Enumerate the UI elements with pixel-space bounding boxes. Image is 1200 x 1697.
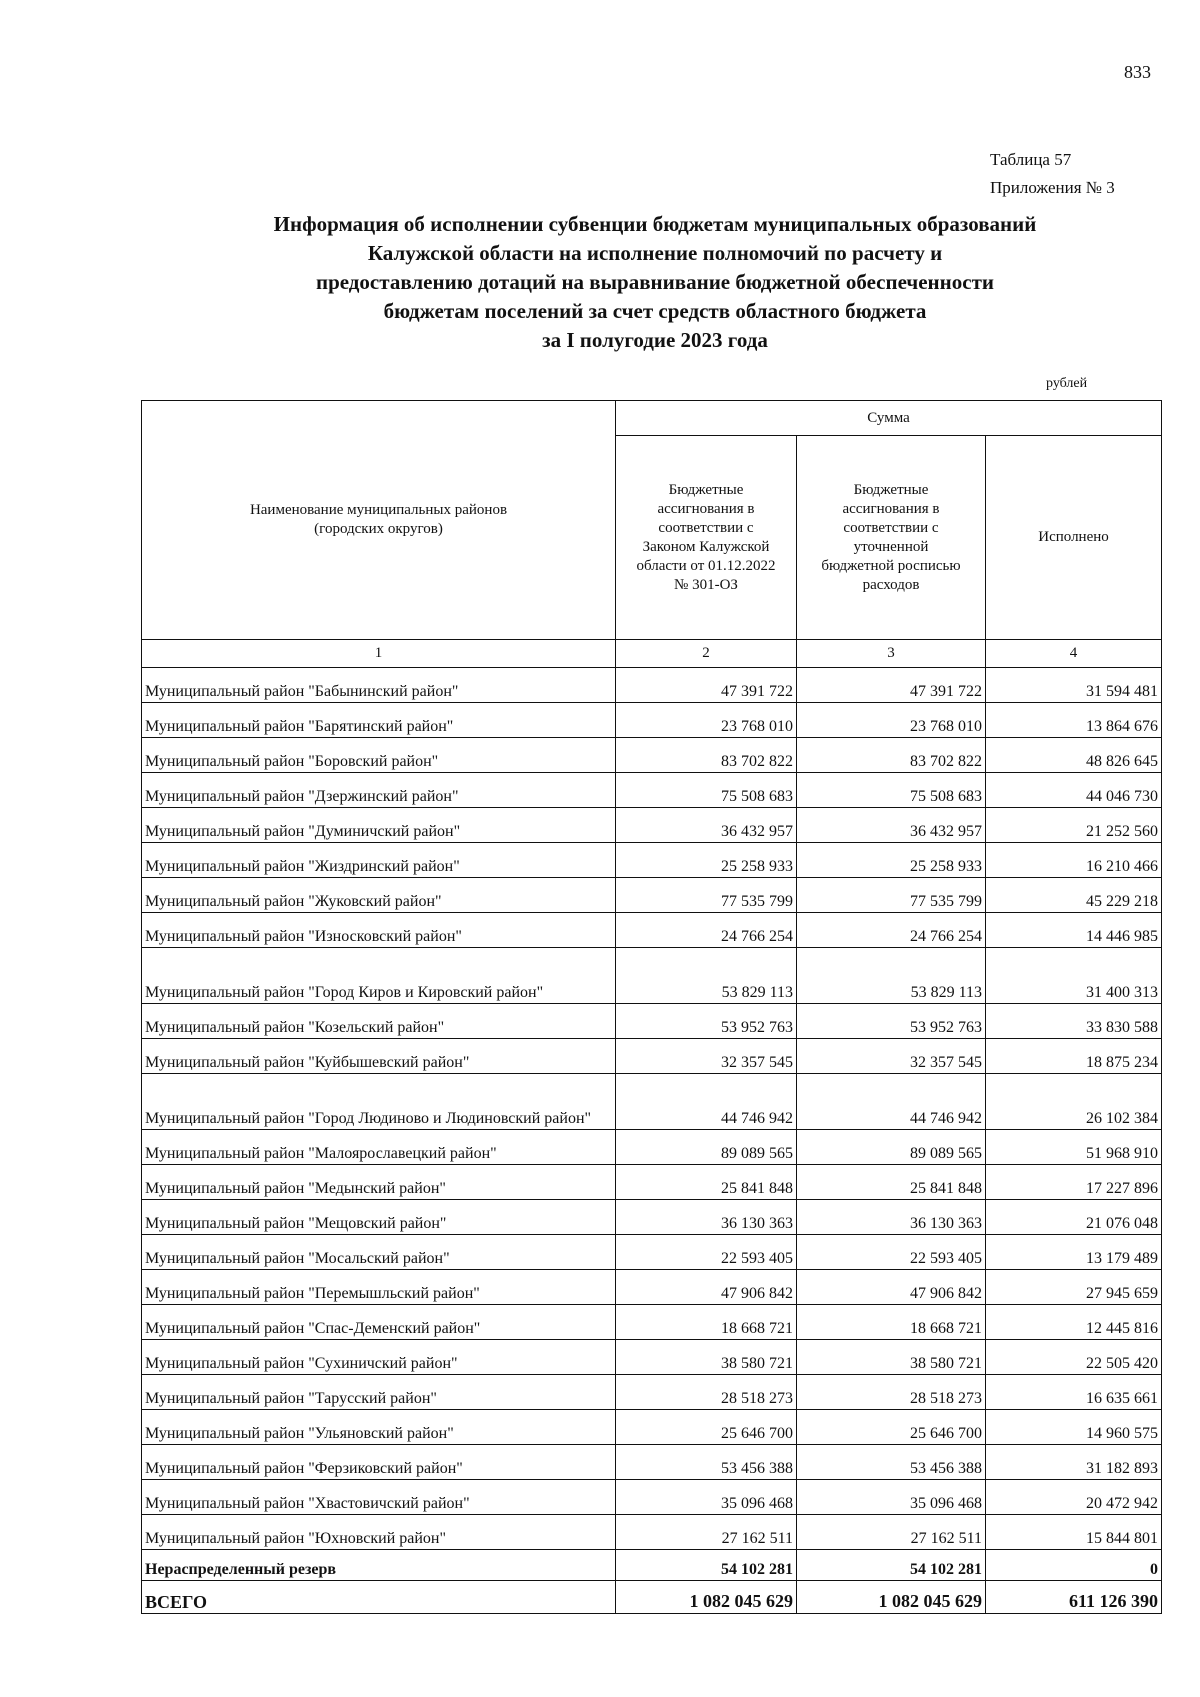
table-row [142,1039,1162,1074]
refined-allocation: 89 089 565 [797,1130,986,1165]
law-allocation: 54 102 281 [616,1550,797,1581]
executed-amount: 21 252 560 [986,808,1162,843]
executed-amount: 33 830 588 [986,1004,1162,1039]
title-line: Калужской области на исполнение полномочий по расчету и [367,241,943,265]
table-row [142,1340,1162,1375]
law-allocation: 18 668 721 [616,1305,797,1340]
executed-amount: 48 826 645 [986,738,1162,773]
header-text: соответствии с [658,519,754,536]
subvention-table [141,400,1162,1614]
executed-amount: 14 446 985 [986,913,1162,948]
table-row [142,878,1162,913]
header-executed: Исполнено [986,436,1162,640]
district-name: Муниципальный район "Город Киров и Кировский район" [142,948,616,1004]
law-allocation: 38 580 721 [616,1340,797,1375]
column-number: 4 [986,640,1162,668]
law-allocation: 53 952 763 [616,1004,797,1039]
district-name: Муниципальный район "Город Людиново и Людиновский район" [142,1074,616,1130]
refined-allocation: 53 952 763 [797,1004,986,1039]
law-allocation: 24 766 254 [616,913,797,948]
executed-amount: 13 179 489 [986,1235,1162,1270]
header-text: Бюджетные [853,481,929,498]
district-name: Муниципальный район "Дзержинский район" [142,773,616,808]
table-row [142,1410,1162,1445]
district-name: Муниципальный район "Ульяновский район" [142,1410,616,1445]
table-row [142,1074,1162,1130]
header-law-allocations [616,436,797,640]
reserve-name: Нераспределенный резерв [142,1550,616,1581]
law-allocation: 25 841 848 [616,1165,797,1200]
executed-amount: 15 844 801 [986,1515,1162,1550]
law-allocation: 53 456 388 [616,1445,797,1480]
table-row [142,808,1162,843]
total-label: ВСЕГО [142,1581,616,1614]
district-name: Муниципальный район "Жиздринский район" [142,843,616,878]
header-text: Законом Калужской [642,538,770,555]
law-allocation: 27 162 511 [616,1515,797,1550]
table-row [142,1270,1162,1305]
district-name: Муниципальный район "Бабынинский район" [142,668,616,703]
refined-allocation: 44 746 942 [797,1074,986,1130]
total-law-allocation: 1 082 045 629 [616,1581,797,1614]
title-line: бюджетам поселений за счет средств областного бюджета [383,299,927,323]
district-name: Муниципальный район "Тарусский район" [142,1375,616,1410]
law-allocation: 28 518 273 [616,1375,797,1410]
refined-allocation: 53 829 113 [797,948,986,1004]
executed-amount: 26 102 384 [986,1074,1162,1130]
district-name: Муниципальный район "Ферзиковский район" [142,1445,616,1480]
refined-allocation: 38 580 721 [797,1340,986,1375]
executed-amount: 31 400 313 [986,948,1162,1004]
header-text: уточненной [853,538,929,555]
header-text: ассигнования в [657,500,755,517]
district-name: Муниципальный район "Малоярославецкий район" [142,1130,616,1165]
table-label: Таблица 57 [990,150,1072,169]
law-allocation: 47 391 722 [616,668,797,703]
district-name: Муниципальный район "Мещовский район" [142,1200,616,1235]
table-row [142,1004,1162,1039]
reserve-row [142,1550,1162,1581]
header-text: Бюджетные [668,481,744,498]
title-line: Информация об исполнении субвенции бюджетам муниципальных образований [273,212,1037,236]
law-allocation: 89 089 565 [616,1130,797,1165]
district-name: Муниципальный район "Думиничский район" [142,808,616,843]
refined-allocation: 77 535 799 [797,878,986,913]
column-number: 3 [797,640,986,668]
header-text: № 301-ОЗ [674,576,738,593]
total-row [142,1581,1162,1614]
law-allocation: 44 746 942 [616,1074,797,1130]
law-allocation: 25 258 933 [616,843,797,878]
page-number: 833 [1124,62,1151,82]
executed-amount: 31 182 893 [986,1445,1162,1480]
table-row [142,668,1162,703]
refined-allocation: 53 456 388 [797,1445,986,1480]
law-allocation: 47 906 842 [616,1270,797,1305]
header-text: соответствии с [843,519,939,536]
refined-allocation: 23 768 010 [797,703,986,738]
law-allocation: 75 508 683 [616,773,797,808]
table-row [142,1200,1162,1235]
executed-amount: 12 445 816 [986,1305,1162,1340]
refined-allocation: 75 508 683 [797,773,986,808]
law-allocation: 32 357 545 [616,1039,797,1074]
executed-amount: 31 594 481 [986,668,1162,703]
law-allocation: 53 829 113 [616,948,797,1004]
table-row [142,703,1162,738]
law-allocation: 36 130 363 [616,1200,797,1235]
executed-amount: 13 864 676 [986,703,1162,738]
column-number: 1 [142,640,616,668]
total-executed: 611 126 390 [986,1581,1162,1614]
district-name: Муниципальный район "Сухиничский район" [142,1340,616,1375]
appendix-label: Приложения № 3 [990,178,1115,197]
title-line: за I полугодие 2023 года [542,328,768,352]
refined-allocation: 47 391 722 [797,668,986,703]
law-allocation: 77 535 799 [616,878,797,913]
district-name: Муниципальный район "Медынский район" [142,1165,616,1200]
law-allocation: 23 768 010 [616,703,797,738]
header-text: расходов [862,576,920,593]
district-name: Муниципальный район "Перемышльский район" [142,1270,616,1305]
table-row [142,1235,1162,1270]
refined-allocation: 36 432 957 [797,808,986,843]
table-row [142,1445,1162,1480]
executed-amount: 20 472 942 [986,1480,1162,1515]
law-allocation: 83 702 822 [616,738,797,773]
refined-allocation: 22 593 405 [797,1235,986,1270]
refined-allocation: 36 130 363 [797,1200,986,1235]
refined-allocation: 24 766 254 [797,913,986,948]
district-name: Муниципальный район "Боровский район" [142,738,616,773]
executed-amount: 27 945 659 [986,1270,1162,1305]
refined-allocation: 25 841 848 [797,1165,986,1200]
refined-allocation: 18 668 721 [797,1305,986,1340]
refined-allocation: 47 906 842 [797,1270,986,1305]
column-number: 2 [616,640,797,668]
refined-allocation: 35 096 468 [797,1480,986,1515]
district-name: Муниципальный район "Козельский район" [142,1004,616,1039]
refined-allocation: 32 357 545 [797,1039,986,1074]
refined-allocation: 25 258 933 [797,843,986,878]
executed-amount: 17 227 896 [986,1165,1162,1200]
header-district-name [142,401,616,640]
table-row [142,1130,1162,1165]
table-row [142,1480,1162,1515]
table-row [142,1165,1162,1200]
executed-amount: 16 635 661 [986,1375,1162,1410]
title-line: предоставлению дотаций на выравнивание бюджетной обеспеченности [315,270,994,294]
district-name: Муниципальный район "Мосальский район" [142,1235,616,1270]
header-refined-allocations [797,436,986,640]
table-row [142,1305,1162,1340]
table-row [142,773,1162,808]
law-allocation: 36 432 957 [616,808,797,843]
district-name: Муниципальный район "Хвастовичский район" [142,1480,616,1515]
executed-amount: 44 046 730 [986,773,1162,808]
executed-amount: 51 968 910 [986,1130,1162,1165]
header-text: области от 01.12.2022 [636,557,776,574]
law-allocation: 35 096 468 [616,1480,797,1515]
executed-amount: 14 960 575 [986,1410,1162,1445]
total-refined-allocation: 1 082 045 629 [797,1581,986,1614]
refined-allocation: 28 518 273 [797,1375,986,1410]
header-sum-group: Сумма [616,401,1162,436]
table-row [142,1515,1162,1550]
district-name: Муниципальный район "Жуковский район" [142,878,616,913]
executed-amount: 0 [986,1550,1162,1581]
header-text: бюджетной росписью [821,557,961,574]
district-name: Муниципальный район "Спас-Деменский район" [142,1305,616,1340]
executed-amount: 45 229 218 [986,878,1162,913]
executed-amount: 18 875 234 [986,1039,1162,1074]
executed-amount: 22 505 420 [986,1340,1162,1375]
refined-allocation: 54 102 281 [797,1550,986,1581]
executed-amount: 21 076 048 [986,1200,1162,1235]
executed-amount: 16 210 466 [986,843,1162,878]
table-row [142,913,1162,948]
units-label: рублей [1046,376,1088,391]
table-row [142,948,1162,1004]
refined-allocation: 25 646 700 [797,1410,986,1445]
law-allocation: 22 593 405 [616,1235,797,1270]
district-name: Муниципальный район "Юхновский район" [142,1515,616,1550]
header-text: ассигнования в [842,500,940,517]
district-name: Муниципальный район "Барятинский район" [142,703,616,738]
table-row [142,1375,1162,1410]
table-row [142,738,1162,773]
law-allocation: 25 646 700 [616,1410,797,1445]
header-col1-line1: Наименование муниципальных районов [249,502,508,518]
table-row [142,843,1162,878]
refined-allocation: 27 162 511 [797,1515,986,1550]
refined-allocation: 83 702 822 [797,738,986,773]
district-name: Муниципальный район "Износковский район" [142,913,616,948]
header-col1-line2: (городских округов) [314,521,443,537]
district-name: Муниципальный район "Куйбышевский район" [142,1039,616,1074]
document-title [140,210,1170,355]
